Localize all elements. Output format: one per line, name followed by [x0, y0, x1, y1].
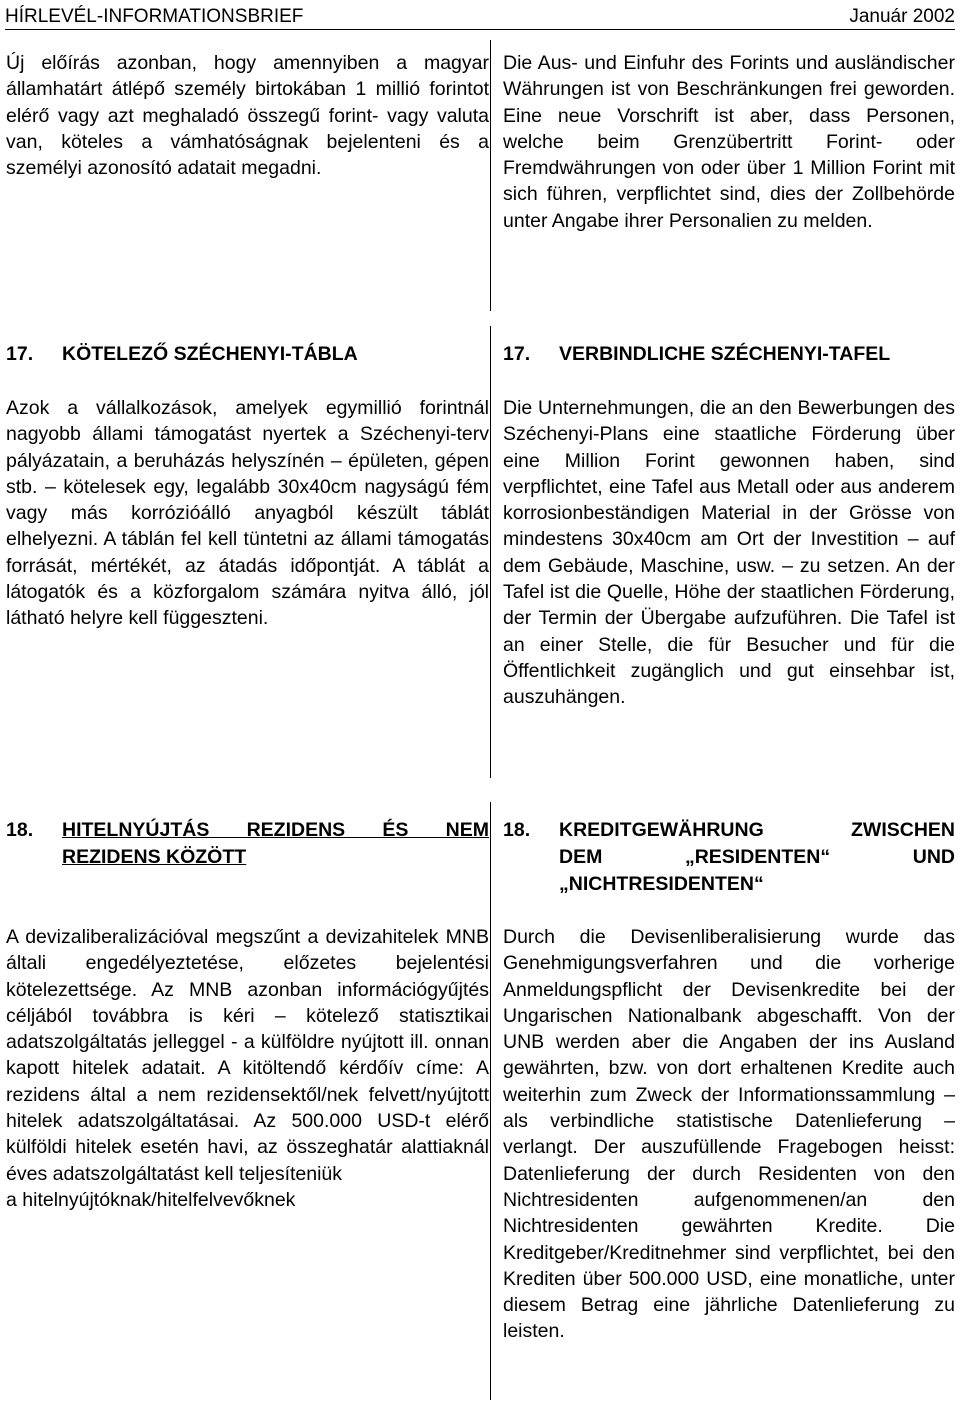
section-17-heading-hu	[6, 341, 489, 368]
section-18-last-line: a hitelnyújtóknak/hitelfelvevőknek	[6, 1188, 296, 1211]
issue-date: Január 2002	[849, 6, 955, 27]
section-title-line: DEM „RESIDENTEN“ UND	[559, 846, 955, 868]
section-title: VERBINDLICHE SZÉCHENYI-TAFEL	[559, 343, 891, 365]
section-18-body-hu	[6, 924, 489, 1213]
newsletter-title: HÍRLEVÉL-INFORMATIONSBRIEF	[5, 6, 304, 27]
column-divider	[490, 802, 491, 1400]
header-rule	[5, 29, 955, 30]
section-17-heading-de	[503, 341, 955, 368]
section-number: 18.	[503, 819, 531, 841]
intro-paragraph-de: Die Aus- und Einfuhr des Forints und ausländischer Währungen ist von Beschränkungen frei geworden. Eine neue Vorschrift ist aber, dass Personen, welche beim Grenzübertritt Forint- oder Fremdwährungen von oder über 1 Million Forint mit sich führen, verpflichtet sind, dies der Zollbehörde unter Angabe ihrer Personalien zu melden.	[503, 52, 955, 232]
column-divider	[490, 40, 491, 311]
section-17-body-hu: Azok a vállalkozások, amelyek egymillió forintnál nagyobb állami támogatást nyertek a Széchenyi-terv pályázatain, a beruházás helyszínén – épületen, gépen stb. – kötelesek egy, legalább 30x40cm nagyságú fém vagy más korrózióálló anyagból készült táblát elhelyezni. A táblán fel kell tüntetni az állami támogatás forrását, mértékét, az átadás időpontját. A táblát a látogatók és a közforgalom számára nyitva álló, jól látható helyre kell függeszteni.	[6, 397, 489, 630]
section-17-body-de: Die Unternehmungen, die an den Bewerbungen des Széchenyi-Plans eine staatliche Förderung über eine Million Forint gewonnen haben, sind verpflichtet, eine Tafel aus Metall oder aus anderem korrosionbeständigen Material in der Grösse von mindestens 30x40cm am Ort der Investition – auf dem Gebäude, Maschine, usw. – zu setzen. An der Tafel ist die Quelle, Höhe der staatlichen Förderung, der Termin der Übergabe aufzuführen. Die Tafel ist an einer Stelle, die für Besucher und für die Öffentlichkeit zugänglich und gut einsehbar ist, auszuhängen.	[503, 397, 955, 709]
section-18-heading-hu	[6, 817, 489, 871]
section-title: KÖTELEZŐ SZÉCHENYI-TÁBLA	[62, 343, 358, 365]
section-title-line: HITELNYÚJTÁS REZIDENS ÉS NEM	[62, 819, 489, 841]
section-18-body-de: Durch die Devisenliberalisierung wurde das Genehmigungsverfahren und die vorherige Anmeldungspflicht der Devisenkredite bei der Ungarischen Nationalbank abgeschafft. Von der UNB werden aber die Angaben der ins Ausland gewährten, bzw. von dort erhaltenen Kredite auch weiterhin zum Zweck der Informationssammlung – als verbindliche statistische Datenlieferung – verlangt. Der auszufüllende Fragebogen heisst: Datenlieferung der durch Residenten von den Nichtresidenten aufgenommenen/an den Nichtresidenten gewährten Kredite. Die Kreditgeber/Kreditnehmer sind verpflichtet, bei den Krediten über 500.000 USD, eine monatliche, unter diesem Betrag eine jährliche Datenlieferung zu leisten.	[503, 926, 955, 1343]
section-title-line: KREDITGEWÄHRUNG ZWISCHEN	[559, 819, 955, 841]
section-18-paragraph: A devizaliberalizációval megszűnt a devizahitelek MNB általi engedélyeztetése, előzetes bejelentési kötelezettsége. Az MNB azonban információgyűjtés céljából továbbra is kéri – kötelező statisztikai adatszolgáltatás jelleggel - a külföldre nyújtott ill. onnan kapott hitelek adatait. A kitöltendő kérdőív címe: A rezidens által a nem rezidensektől/nek felvett/nyújtott hitelek adatszolgáltatásai. Az 500.000 USD-t elérő külföldi hitelek esetén havi, az összeghatár alattiaknál éves adatszolgáltatást kell teljesíteniük	[6, 926, 489, 1185]
section-title-line: REZIDENS KÖZÖTT	[62, 846, 247, 868]
section-number: 17.	[6, 343, 34, 365]
section-18-heading-de	[503, 817, 955, 898]
section-number: 18.	[6, 819, 34, 841]
page-header	[5, 2, 955, 28]
intro-paragraph-hu: Új előírás azonban, hogy amennyiben a magyar államhatárt átlépő személy birtokában 1 millió forintot elérő vagy azt meghaladó összegű forint- vagy valuta van, köteles a vámhatóságnak bejelenteni és a személyi azonosító adatait megadni.	[6, 52, 489, 180]
section-number: 17.	[503, 343, 531, 365]
section-title-line: „NICHTRESIDENTEN“	[559, 873, 764, 895]
column-divider	[490, 326, 491, 778]
